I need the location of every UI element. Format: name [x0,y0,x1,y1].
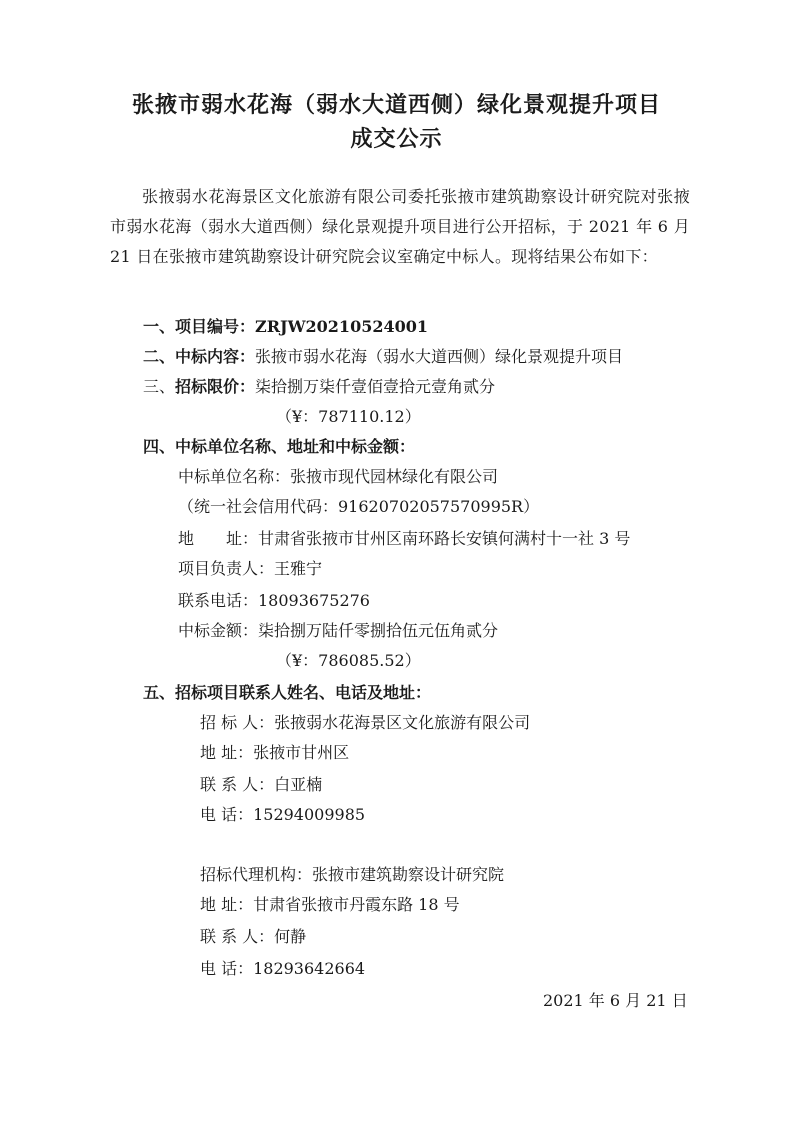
price-limit-amount: （¥：787110.12） [276,407,421,426]
project-number-value: ZRJW20210524001 [255,317,428,336]
price-limit-prefix: 三、 [143,377,176,396]
tenderer-address: 地 址：张掖市甘州区 [200,743,350,762]
intro-paragraph: 张掖弱水花海景区文化旅游有限公司委托张掖市建筑勘察设计研究院对张掖市弱水花海（弱水大道西侧）绿化景观提升项目进行公开招标，于 2021 年 6 月 21 日在张掖市建筑勘察设计研究院会议室确定中标人。现将结果公布如下： [110,187,690,266]
winner-bid-amount: 中标金额：柒拾捌万陆仟零捌拾伍元伍角贰分 [178,621,499,640]
section-price-limit [143,374,495,397]
agency-address: 地 址：甘肃省张掖市丹霞东路 18 号 [200,895,460,914]
section-contact-heading: 五、招标项目联系人姓名、电话及地址： [143,683,432,702]
bid-content-label: 二、中标内容： [143,347,256,366]
winner-bid-amount-number: （¥：786085.52） [276,651,421,670]
tenderer-phone: 电 话：15294009985 [200,805,366,824]
tenderer-contact: 联 系 人：白亚楠 [200,775,323,794]
agency-name: 招标代理机构：张掖市建筑勘察设计研究院 [200,865,505,884]
tenderer-name: 招 标 人：张掖弱水花海景区文化旅游有限公司 [200,713,531,732]
announcement-date: 2021 年 6 月 21 日 [543,991,688,1010]
winner-unit-name: 中标单位名称：张掖市现代园林绿化有限公司 [178,467,499,486]
price-limit-label: 招标限价： [175,377,256,396]
section-project-number [143,314,428,337]
agency-contact: 联 系 人：何静 [200,927,307,946]
winner-address: 地 址：甘肃省张掖市甘州区南环路长安镇何满村十一社 3 号 [178,529,631,548]
section-winner-heading: 四、中标单位名称、地址和中标金额： [143,437,416,456]
winner-project-manager: 项目负责人：王雅宁 [178,559,323,578]
section-bid-content [143,344,623,367]
winner-credit-code: （统一社会信用代码：91620702057570995R） [178,497,540,516]
price-limit-value: 柒拾捌万柒仟壹佰壹拾元壹角贰分 [255,377,496,396]
document-title: 张掖市弱水花海（弱水大道西侧）绿化景观提升项目 [131,93,661,118]
project-number-label: 一、项目编号： [143,317,256,336]
bid-content-value: 张掖市弱水花海（弱水大道西侧）绿化景观提升项目 [255,347,624,366]
agency-phone: 电 话：18293642664 [200,959,366,978]
winner-phone: 联系电话：18093675276 [178,591,370,610]
document-subtitle: 成交公示 [350,127,443,152]
